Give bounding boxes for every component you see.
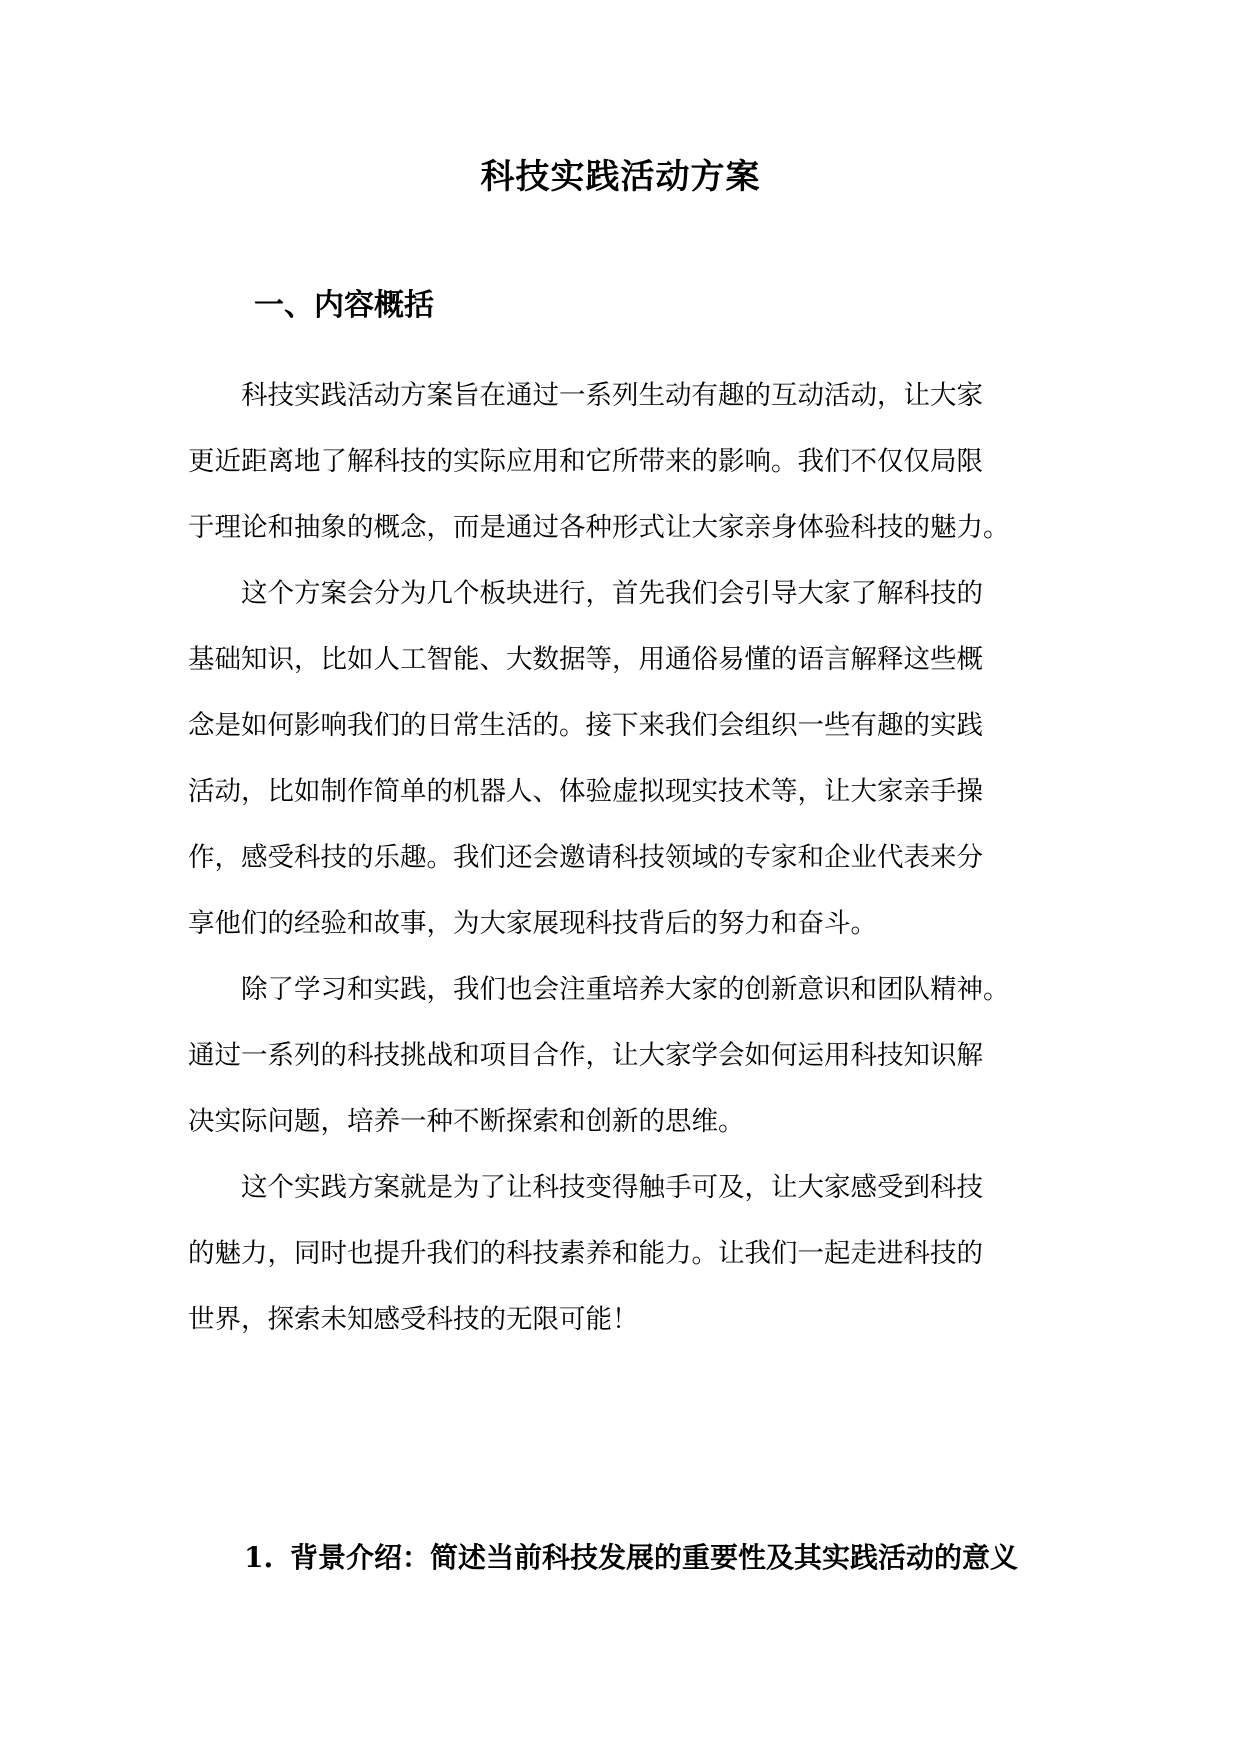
text-line: 念是如何影响我们的日常生活的。接下来我们会组织一些有趣的实践 bbox=[188, 710, 983, 741]
text-line: 除了学习和实践，我们也会注重培养大家的创新意识和团队精神。 bbox=[241, 974, 1010, 1005]
text-line: 通过一系列的科技挑战和项目合作，让大家学会如何运用科技知识解 bbox=[188, 1040, 983, 1071]
paragraph-2 bbox=[188, 561, 1048, 957]
text-line: 的魅力，同时也提升我们的科技素养和能力。让我们一起走进科技的 bbox=[188, 1238, 983, 1269]
section-heading: 一、内容概括 bbox=[254, 288, 434, 323]
paragraph-1 bbox=[188, 363, 1048, 561]
paragraph-4 bbox=[188, 1155, 1048, 1353]
body-text bbox=[188, 363, 1048, 1353]
text-line: 于理论和抽象的概念，而是通过各种形式让大家亲身体验科技的魅力。 bbox=[188, 512, 1010, 543]
text-line: 这个实践方案就是为了让科技变得触手可及，让大家感受到科技 bbox=[241, 1172, 983, 1203]
text-line: 这个方案会分为几个板块进行，首先我们会引导大家了解科技的 bbox=[241, 578, 983, 609]
numbered-subheading bbox=[244, 1537, 1018, 1579]
document-title: 科技实践活动方案 bbox=[480, 157, 761, 197]
text-line: 享他们的经验和故事，为大家展现科技背后的努力和奋斗。 bbox=[188, 908, 877, 939]
text-line: 科技实践活动方案旨在通过一系列生动有趣的互动活动，让大家 bbox=[241, 380, 983, 411]
text-line: 更近距离地了解科技的实际应用和它所带来的影响。我们不仅仅局限 bbox=[188, 446, 983, 477]
text-line: 作，感受科技的乐趣。我们还会邀请科技领域的专家和企业代表来分 bbox=[188, 842, 983, 873]
text-line: 决实际问题，培养一种不断探索和创新的思维。 bbox=[188, 1106, 745, 1137]
text-line: 活动，比如制作简单的机器人、体验虚拟现实技术等，让大家亲手操 bbox=[188, 776, 983, 807]
paragraph-3 bbox=[188, 957, 1048, 1155]
text-line: 世界，探索未知感受科技的无限可能！ bbox=[188, 1304, 639, 1335]
subheading-number: 1. bbox=[244, 1541, 274, 1574]
text-line: 基础知识，比如人工智能、大数据等，用通俗易懂的语言解释这些概 bbox=[188, 644, 983, 675]
subheading-text: 背景介绍：简述当前科技发展的重要性及其实践活动的意义 bbox=[290, 1541, 1019, 1574]
